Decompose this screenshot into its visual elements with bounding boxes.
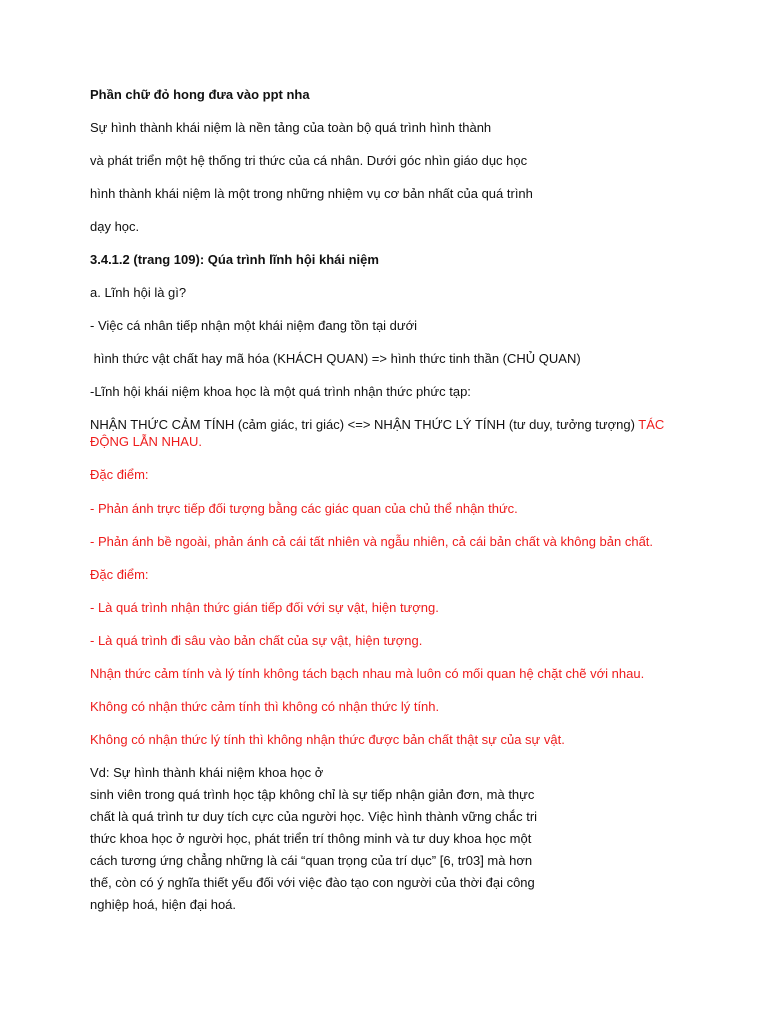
- section-title: 3.4.1.2 (trang 109): Qúa trình lĩnh hội khái niệm: [90, 252, 379, 267]
- question-heading: a. Lĩnh hội là gì?: [90, 285, 187, 300]
- intro-line-1: Sự hình thành khái niệm là nền tảng của toàn bộ quá trình hình thành: [90, 120, 492, 135]
- feature-line-1: - Phản ánh trực tiếp đối tượng bằng các giác quan của chủ thể nhận thức.: [90, 501, 518, 516]
- feature-heading-2: Đặc điểm:: [90, 567, 149, 582]
- example-first-text: Sự hình thành khái niệm khoa học ở: [109, 765, 324, 780]
- example-block: [90, 762, 690, 916]
- feature-line-3: - Là quá trình nhận thức gián tiếp đối với sự vật, hiện tượng.: [90, 600, 439, 615]
- example-line-5: thế, còn có ý nghĩa thiết yếu đối với việc đào tạo con người của thời đại công: [90, 875, 535, 890]
- relation-line-1: Nhận thức cảm tính và lý tính không tách bạch nhau mà luôn có mối quan hệ chặt chẽ với nhau.: [90, 666, 645, 681]
- example-line-4: cách tương ứng chẳng những là cái “quan trọng của trí dục” [6, tr03] mà hơn: [90, 853, 533, 868]
- definition-line-2: hình thức vật chất hay mã hóa (KHÁCH QUAN) => hình thức tinh thần (CHỦ QUAN): [90, 351, 581, 366]
- example-label: Vd:: [90, 765, 110, 780]
- intro-line-3: hình thành khái niệm là một trong những nhiệm vụ cơ bản nhất của quá trình: [90, 186, 533, 201]
- example-line-3: thức khoa học ở người học, phát triển trí thông minh và tư duy khoa học một: [90, 831, 532, 846]
- relation-line-3: Không có nhận thức lý tính thì không nhận thức được bản chất thật sự của sự vật.: [90, 732, 565, 747]
- intro-line-4: dạy học.: [90, 219, 140, 234]
- document-page: [90, 86, 690, 916]
- cognition-relation-text: NHẬN THỨC CẢM TÍNH (cảm giác, tri giác) <=> NHẬN THỨC LÝ TÍNH (tư duy, tưởng tượng): [90, 417, 639, 432]
- feature-heading-1: Đặc điểm:: [90, 467, 149, 482]
- cognition-relation-highlight: TÁC ĐỘNG LẪN NHAU.: [90, 417, 665, 449]
- definition-line-1: - Việc cá nhân tiếp nhận một khái niệm đang tồn tại dưới: [90, 318, 418, 333]
- relation-line-2: Không có nhận thức cảm tính thì không có nhận thức lý tính.: [90, 699, 440, 714]
- cognition-relation: [90, 416, 690, 450]
- intro-line-2: và phát triển một hệ thống tri thức của cá nhân. Dưới góc nhìn giáo dục học: [90, 153, 528, 168]
- example-first-line: [90, 762, 690, 784]
- feature-line-2: - Phản ánh bề ngoài, phản ánh cả cái tất nhiên và ngẫu nhiên, cả cái bản chất và không bản chất.: [90, 534, 654, 549]
- example-line-1: sinh viên trong quá trình học tập không chỉ là sự tiếp nhận giản đơn, mà thực: [90, 787, 535, 802]
- example-line-2: chất là quá trình tư duy tích cực của người học. Việc hình thành vững chắc tri: [90, 809, 538, 824]
- note-heading: Phần chữ đỏ hong đưa vào ppt nha: [90, 87, 310, 102]
- definition-line-3: -Lĩnh hội khái niệm khoa học là một quá trình nhận thức phức tạp:: [90, 384, 471, 399]
- feature-line-4: - Là quá trình đi sâu vào bản chất của sự vật, hiện tượng.: [90, 633, 423, 648]
- example-line-6: nghiệp hoá, hiện đại hoá.: [90, 897, 237, 912]
